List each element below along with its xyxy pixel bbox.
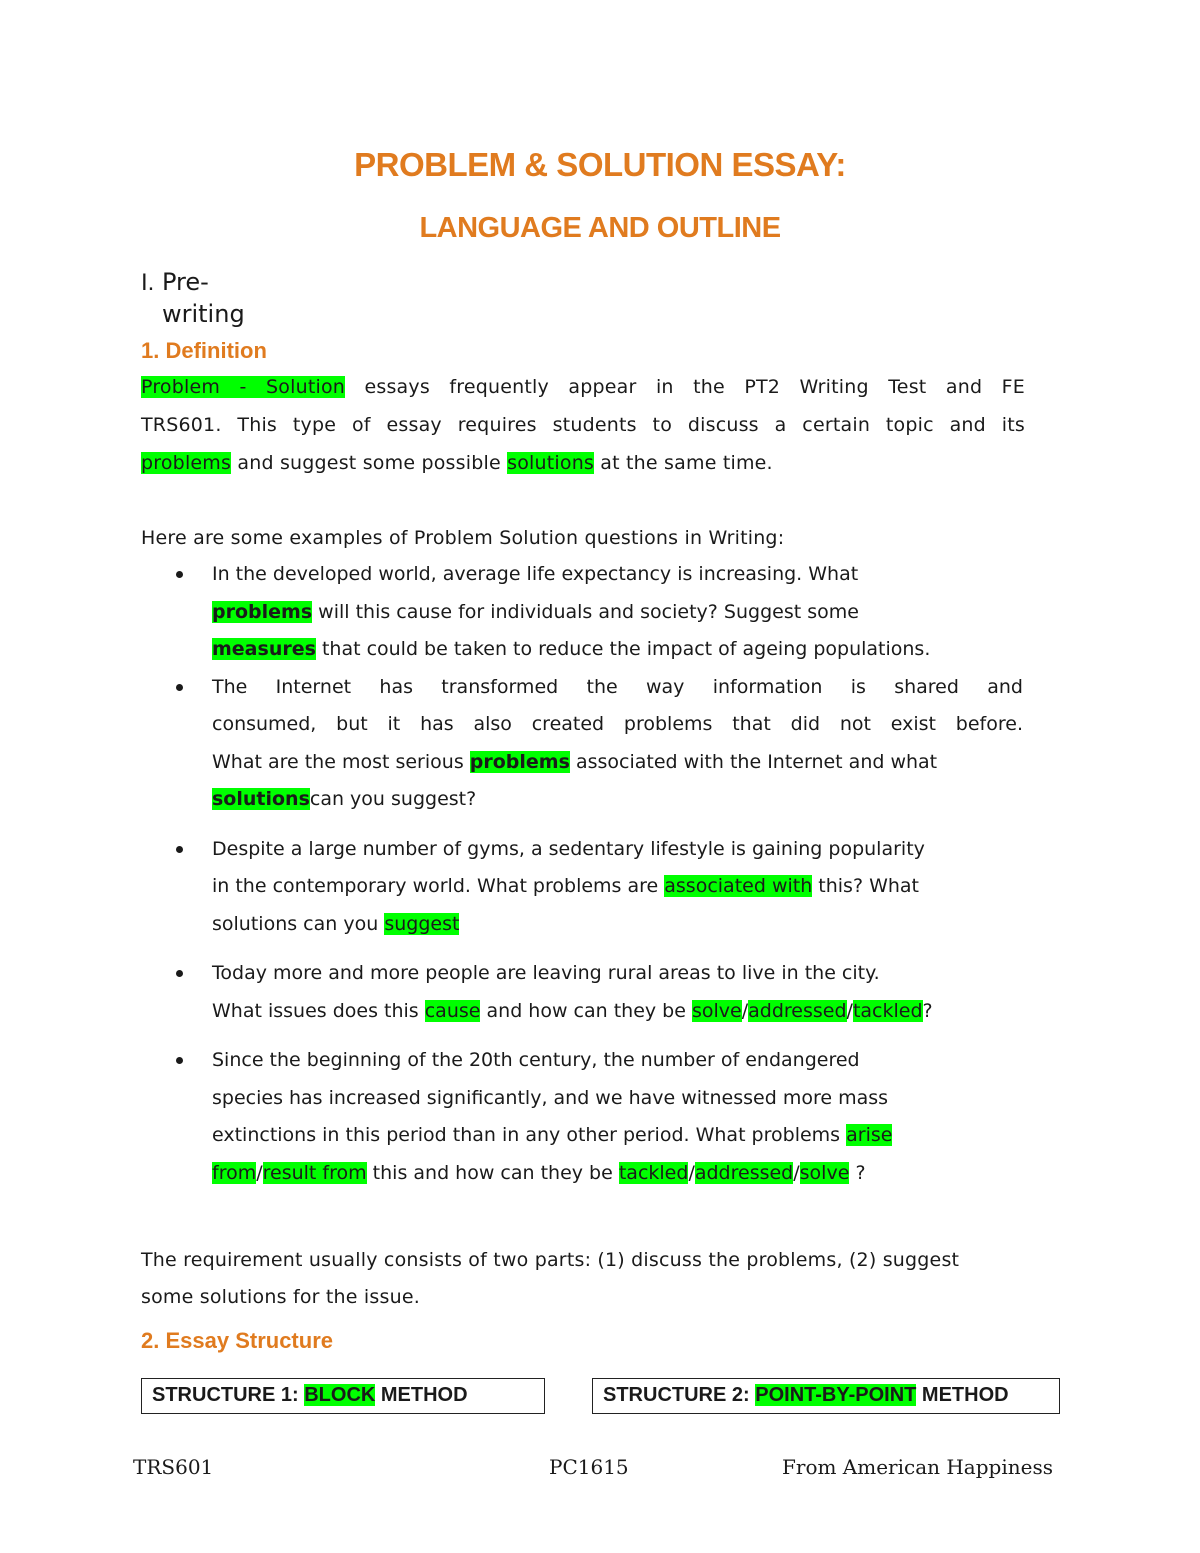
examples-intro: Here are some examples of Problem Solution questions in Writing:: [141, 527, 785, 549]
structure-1-box: STRUCTURE 1: BLOCK METHOD: [141, 1378, 545, 1414]
list-item: Despite a large number of gyms, a sedentary lifestyle is gaining popularity in the contemporary world. What problems are associated with this? What solutions can you suggest: [141, 831, 1031, 944]
section-label: Pre-writing: [161, 268, 245, 328]
requirement-line-2: some solutions for the issue.: [141, 1286, 420, 1308]
highlight: Problem - Solution: [141, 376, 346, 398]
definition-line-2: TRS601. This type of essay requires students to discuss a certain topic and its: [141, 414, 1025, 436]
requirement-line-1: The requirement usually consists of two parts: (1) discuss the problems, (2) suggest: [141, 1249, 960, 1271]
definition-line-1: Problem - Solution essays frequently appear in the PT2 Writing Test and FE: [141, 376, 1025, 398]
list-item: The Internet has transformed the way information is shared and consumed, but it has also created problems that did not exist before. What are the most serious problems associated with the Internet and what solutionscan you suggest?: [141, 669, 1031, 819]
question-list: [141, 556, 1031, 1192]
list-item: Since the beginning of the 20th century, the number of endangered species has increased significantly, and we have witnessed more mass extinctions in this period than in any other period. What problems arise from/result from this and how can they be tackled/addressed/solve ?: [141, 1042, 1031, 1192]
structure-2-box: STRUCTURE 2: POINT-BY-POINT METHOD: [592, 1378, 1060, 1414]
footer-left: TRS601: [133, 1455, 214, 1479]
footer-center: PC1615: [549, 1455, 629, 1479]
page-title: PROBLEM & SOLUTION ESSAY:: [354, 146, 846, 183]
section-number: I.: [141, 269, 155, 296]
definition-heading: 1. Definition: [141, 338, 267, 363]
footer-right: From American Happiness: [782, 1455, 1053, 1479]
list-item: Today more and more people are leaving rural areas to live in the city. What issues does this cause and how can they be solve/addressed/tackled?: [141, 955, 1031, 1030]
list-item: In the developed world, average life expectancy is increasing. What problems will this cause for individuals and society? Suggest some measures that could be taken to reduce the impact of ageing populations.: [141, 556, 1031, 669]
section-heading: [141, 266, 262, 330]
structure-heading: 2. Essay Structure: [141, 1328, 333, 1353]
definition-line-3: problems and suggest some possible solutions at the same time.: [141, 452, 773, 474]
page-subtitle: LANGUAGE AND OUTLINE: [419, 212, 781, 244]
